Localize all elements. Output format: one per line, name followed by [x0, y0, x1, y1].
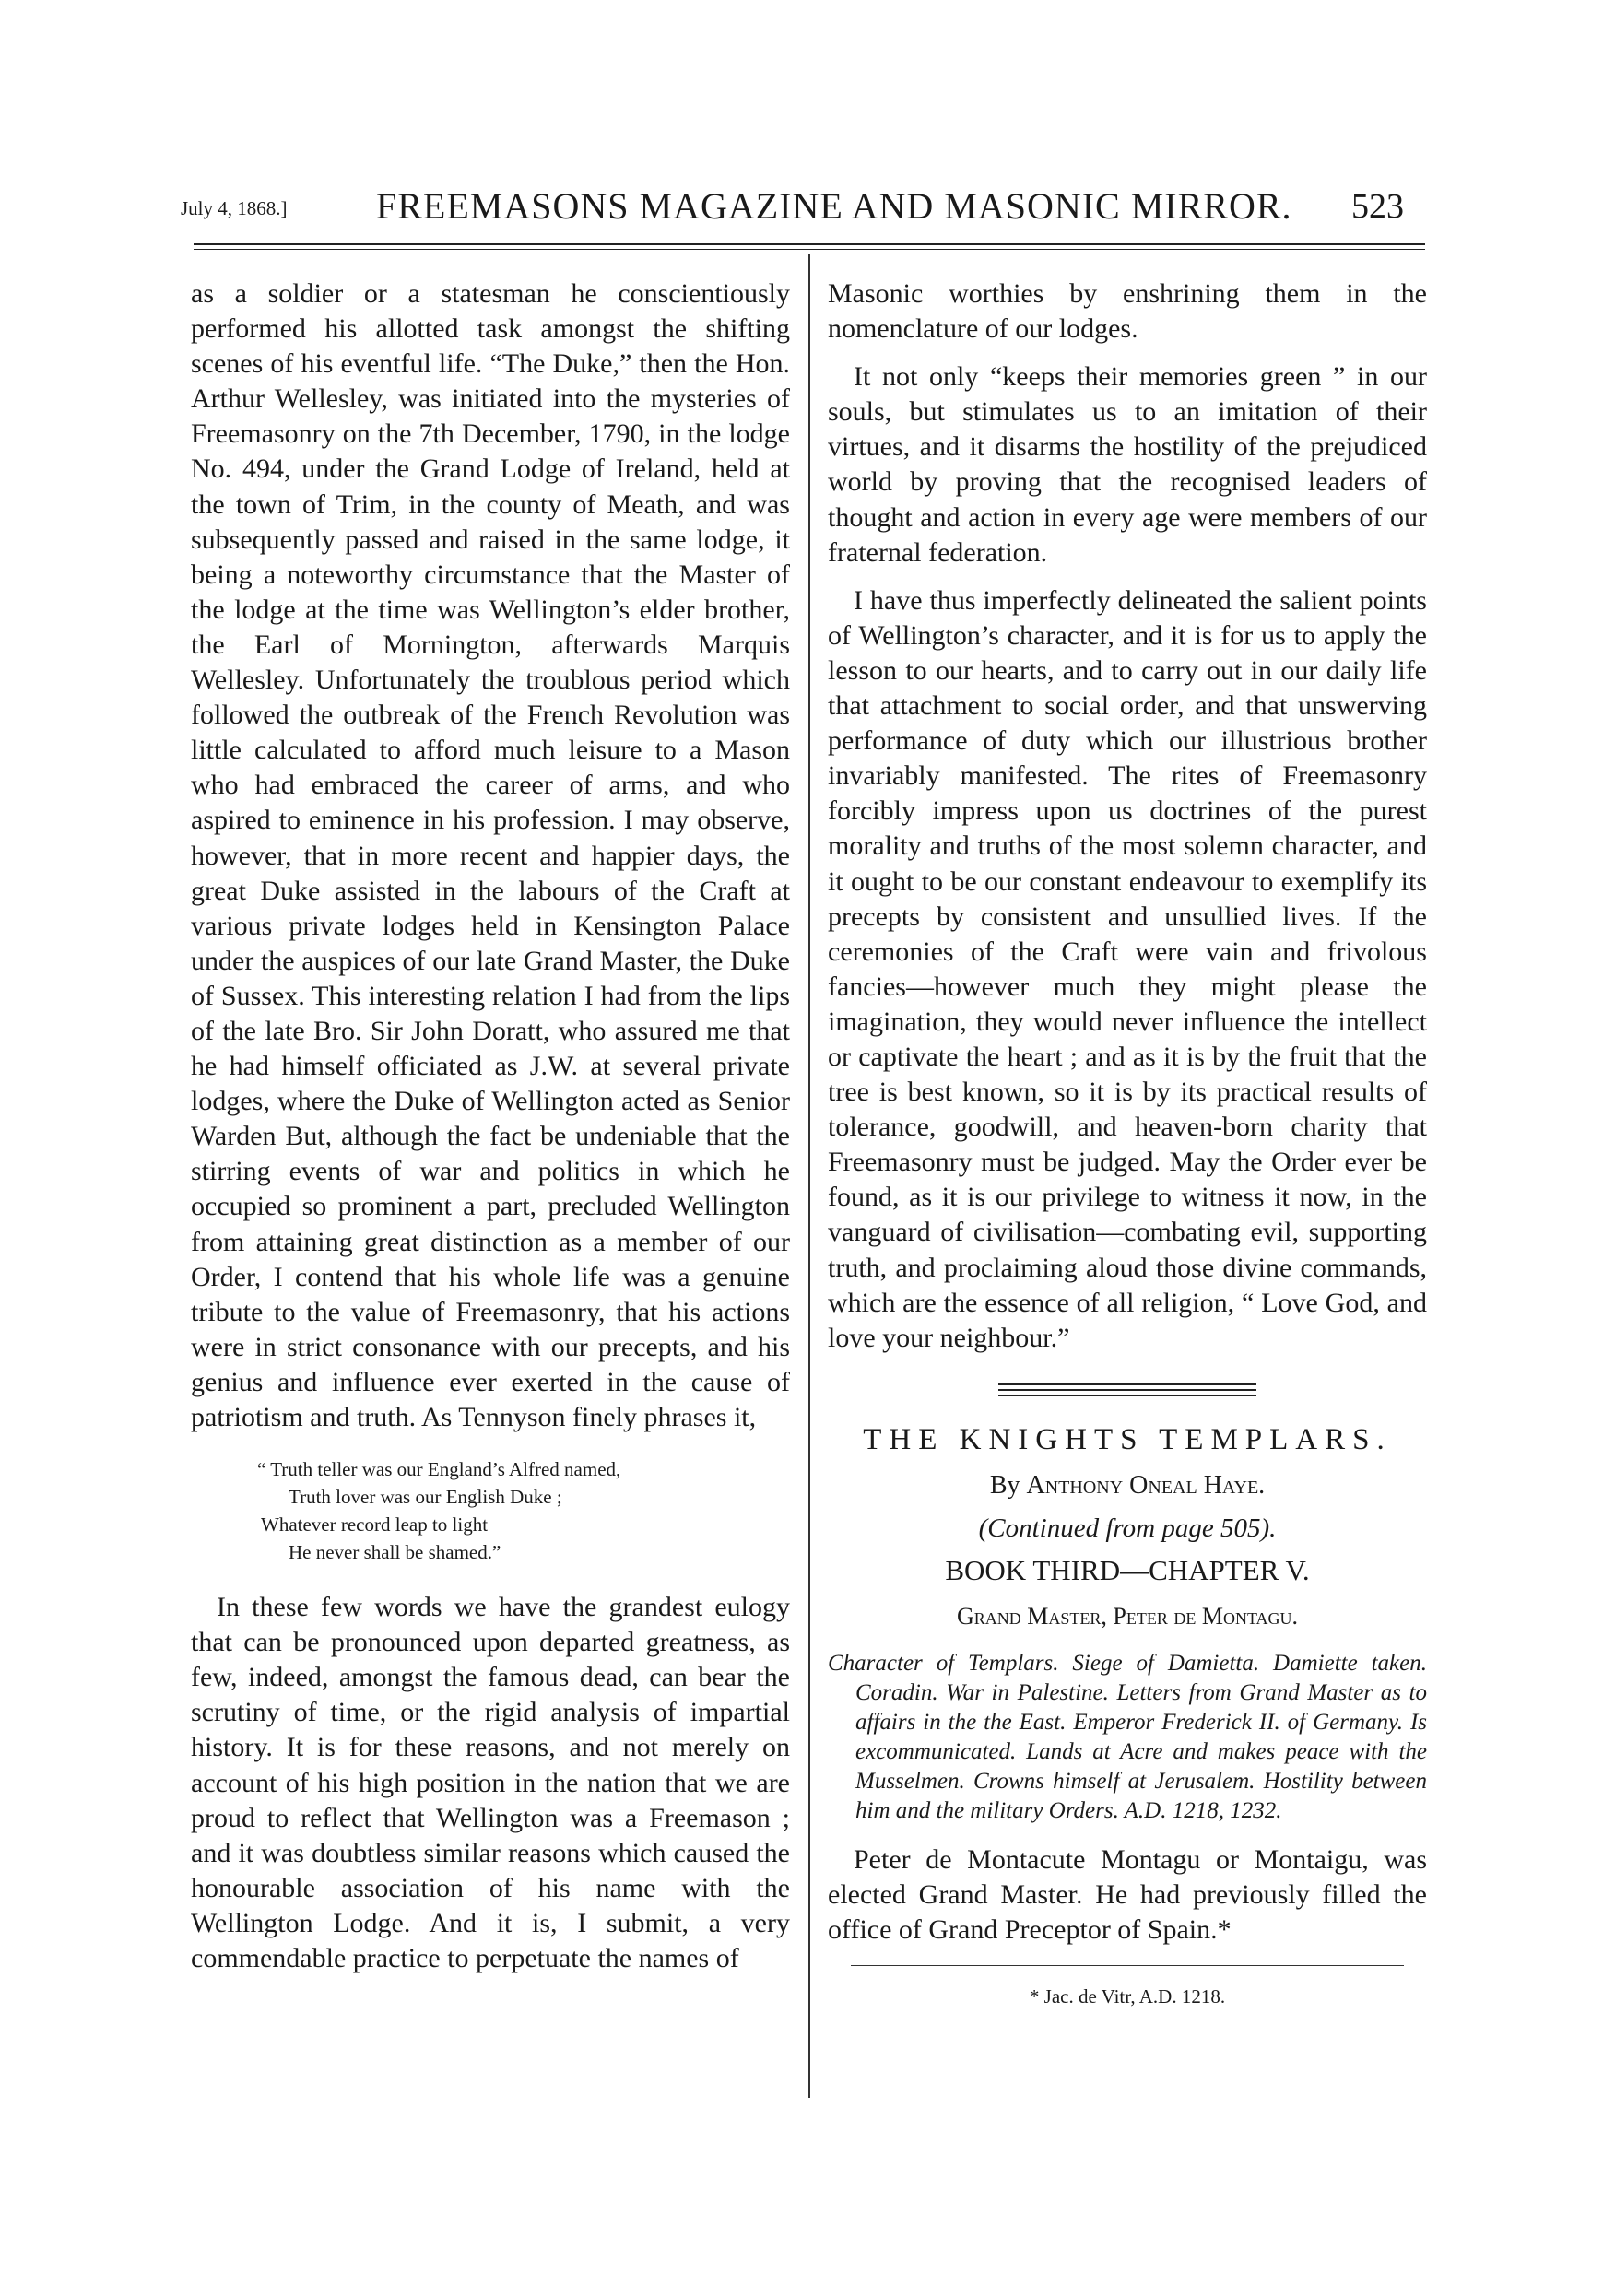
article-paragraph-1: Peter de Montacute Montagu or Montaigu, was elected Grand Master. He had previously filled the office of Grand Preceptor of Spain.*	[828, 1844, 1427, 1946]
right-paragraph-1: Masonic worthies by enshrining them in the nomenclature of our lodges.	[828, 278, 1427, 345]
right-paragraph-2: It not only “keeps their memories green ” in our souls, but stimulates us to an imitation of their virtues, and it disarms the hostility of the prejudiced world by proving that the recognised leaders of thought and action in every age were members of our fraternal federation.	[828, 361, 1427, 568]
right-column	[828, 277, 1427, 2014]
running-title: FREEMASONS MAGAZINE AND MASONIC MIRROR.	[376, 185, 1292, 227]
chapter-heading: BOOK THIRD—CHAPTER V.	[945, 1554, 1310, 1587]
quote-line: “ Truth teller was our England’s Alfred named,	[257, 1458, 621, 1481]
footnote-rule	[851, 1965, 1404, 1966]
header-rule-thin	[194, 249, 1425, 250]
right-paragraph-3: I have thus imperfectly delineated the salient points of Wellington’s character, and it is for us to apply the lesson to our hearts, and to carry out in our daily life that attachment to social order, and that unswerving performance of duty which our illustrious brother invariably manifested. The rites of Freemasonry forcibly impress upon us doctrines of the purest morality and truths of the most solemn character, and it ought to be our constant endeavour to exemplify its precepts by consistent and unsullied lives. If the ceremonies of the Craft were vain and frivolous fancies—however much they might please the imagination, they would never influence the intellect or captivate the heart ; and as it is by the fruit that the tree is best known, so it is by its practical results of tolerance, goodwill, and heaven-born charity that Freemasonry must be judged. May the Order ever be found, as it is our privilege to witness it now, in the vanguard of civilisation—combating evil, supporting truth, and proclaiming aloud those divine commands, which are the essence of all religion, “ Love God, and love your neighbour.”	[828, 584, 1427, 1353]
page-number: 523	[1351, 187, 1404, 226]
left-paragraph-2: In these few words we have the grandest eulogy that can be pronounced upon departed greatness, as few, indeed, amongst the famous dead, can bear the scrutiny of time, or the rigid analysis of impartial history. It is for these reasons, and not merely on account of his high position in the nation that we are proud to reflect that Wellington was a Freemason ; and it was doubtless similar reasons which caused the honourable association of his name with the Wellington Lodge. And it is, I submit, a very commendable practice to perpetuate the names of	[191, 1592, 790, 1974]
quote-line: Whatever record leap to light	[261, 1513, 489, 1537]
issue-date: July 4, 1868.]	[181, 197, 288, 219]
column-divider	[808, 254, 810, 2098]
quote-line: He never shall be shamed.”	[289, 1541, 501, 1564]
continued-note: (Continued from page 505).	[978, 1513, 1277, 1543]
byline-by: By	[989, 1470, 1020, 1500]
article-byline	[828, 1468, 1427, 1503]
quote-line: Truth lover was our English Duke ;	[289, 1486, 562, 1509]
left-paragraph-1: as a soldier or a statesman he conscientiously performed his allotted task amongst the shifting scenes of his eventful life. “The Duke,” then the Hon. Arthur Wellesley, was initiated into the mysteries of Freemasonry on the 7th December, 1790, in the lodge No. 494, under the Grand Lodge of Ireland, held at the town of Trim, in the county of Meath, and was subsequently passed and raised in the same lodge, it being a noteworthy circumstance that the Master of the lodge at the time was Wellington’s elder brother, the Earl of Mornington, afterwards Marquis Wellesley. Unfortunately the troublous period which followed the outbreak of the French Revolution was little calculated to afford much leisure to a Mason who had embraced the career of arms, and who aspired to eminence in his profession. I may observe, however, that in more recent and happier days, the great Duke assisted in the labours of the Craft at various private lodges held in Kensington Palace under the auspices of our late Grand Master, the Duke of Sussex. This interesting relation I had from the lips of the late Bro. Sir John Doratt, who assured me that he had himself officiated as J.W. at several private lodges, where the Duke of Wellington acted as Senior Warden But, although the fact be undeniable that the stirring events of war and politics in which he occupied so prominent a part, precluded Wellington from attaining great distinction as a member of our Order, I contend that his whole life was a genuine tribute to the value of Freemasonry, that his actions were in strict consonance with our precepts, and his genius and influence ever exerted in the cause of patriotism and truth. As Tennyson finely phrases it,	[191, 278, 790, 1432]
header-rule-thick	[194, 243, 1425, 245]
section-separator	[998, 1383, 1256, 1396]
article-title: THE KNIGHTS TEMPLARS.	[863, 1422, 1392, 1456]
article-author: Anthony Oneal Haye.	[1026, 1470, 1266, 1500]
chapter-subheading: Grand Master, Peter de Montagu.	[956, 1603, 1298, 1631]
left-column	[191, 277, 790, 1976]
footnote: * Jac. de Vitr, A.D. 1218.	[1029, 1984, 1226, 2008]
tennyson-quote	[191, 1455, 790, 1566]
chapter-synopsis: Character of Templars. Siege of Damietta. Damiette taken. Coradin. War in Palestine. Letters from Grand Master as to affairs in the the East. Emperor Frederick II. of Germany. Is excommunicated. Lands at Acre and makes peace with the Musselmen. Crowns himself at Jerusalem. Hostility between him and the military Orders. A.D. 1218, 1232.	[828, 1651, 1427, 1824]
